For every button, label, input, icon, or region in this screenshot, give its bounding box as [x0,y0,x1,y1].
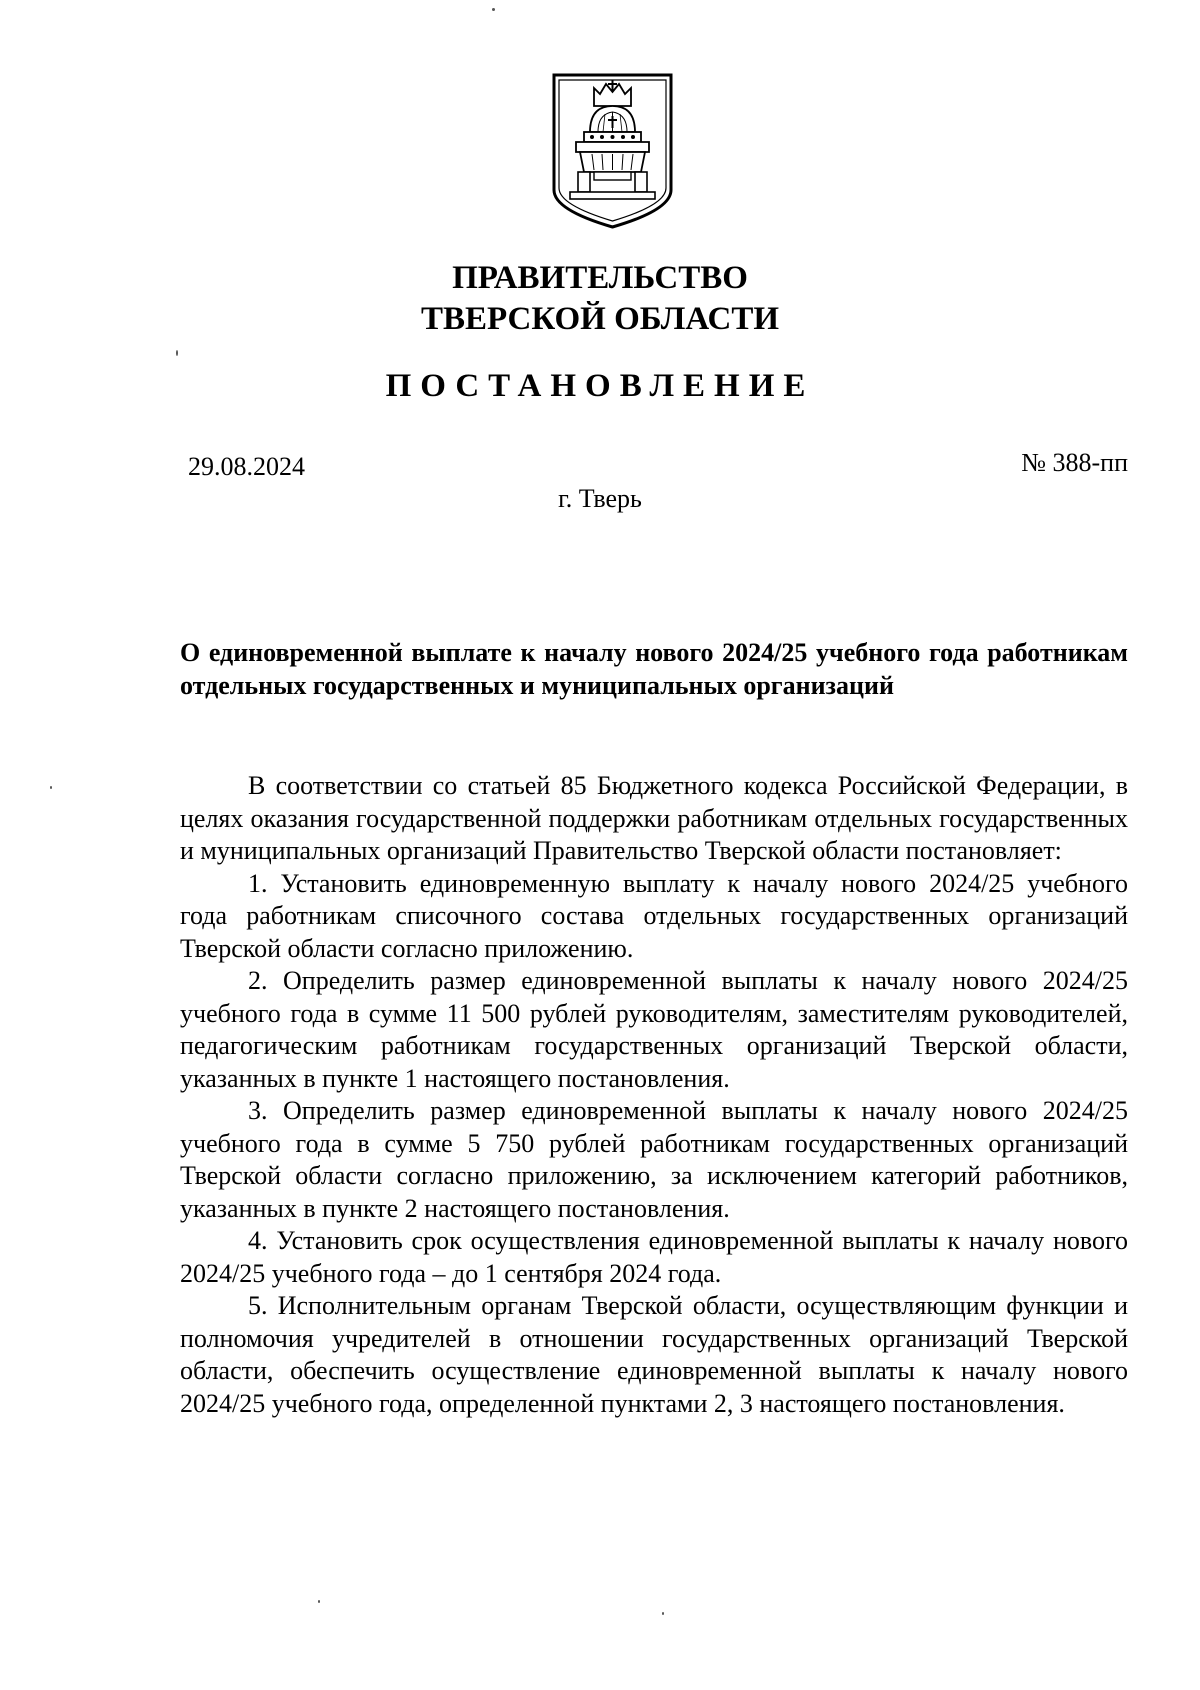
scan-speck [662,1612,664,1615]
document-title: О единовременной выплате к началу нового 2024/25 учебного года работникам отдельных государственных и муниципальных организаций [180,638,1128,700]
tver-region-coat-of-arms-icon [550,72,675,230]
organization-name [0,258,1200,340]
item-paragraph-2: 2. Определить размер единовременной выплаты к началу нового 2024/25 учебного года в сумме 11 500 рублей руководителям, заместителям руководителей, педагогическим работникам государственных организаций Тверской области, указанных в пункте 1 настоящего постановления. [180,966,1128,1093]
organization-line-2: ТВЕРСКОЙ ОБЛАСТИ [420,301,780,337]
item-paragraph-5: 5. Исполнительным органам Тверской области, осуществляющим функции и полномочия учредителей в отношении государственных организаций Тверской области, обеспечить осуществление единовременной выплаты к началу нового 2024/25 учебного года, определенной пунктами 2, 3 настоящего постановления. [180,1291,1128,1418]
document-city: г. Тверь [558,484,642,513]
scan-speck [492,8,495,11]
document-body [180,770,1128,1420]
document-type: ПОСТАНОВЛЕНИЕ [385,368,815,404]
scan-speck [176,350,178,356]
preamble-paragraph: В соответствии со статьей 85 Бюджетного кодекса Российской Федерации, в целях оказания государственной поддержки работникам отдельных государственных и муниципальных организаций Правительство Тверской области постановляет: [180,771,1128,865]
item-paragraph-1: 1. Установить единовременную выплату к началу нового 2024/25 учебного года работникам списочного состава отдельных государственных организаций Тверской области согласно приложению. [180,868,1128,963]
scan-speck [50,786,52,789]
organization-line-1: ПРАВИТЕЛЬСТВО [452,260,748,296]
document-date: 29.08.2024 [188,452,305,481]
scan-speck [318,1600,320,1603]
item-paragraph-3: 3. Определить размер единовременной выплаты к началу нового 2024/25 учебного года в сумме 5 750 рублей работникам государственных организаций Тверской области согласно приложению, за исключением категорий работников, указанных в пункте 2 настоящего постановления. [180,1096,1128,1223]
document-number: № 388-пп [1021,448,1128,477]
item-paragraph-4: 4. Установить срок осуществления единовременной выплаты к началу нового 2024/25 учебного года – до 1 сентября 2024 года. [180,1226,1128,1288]
